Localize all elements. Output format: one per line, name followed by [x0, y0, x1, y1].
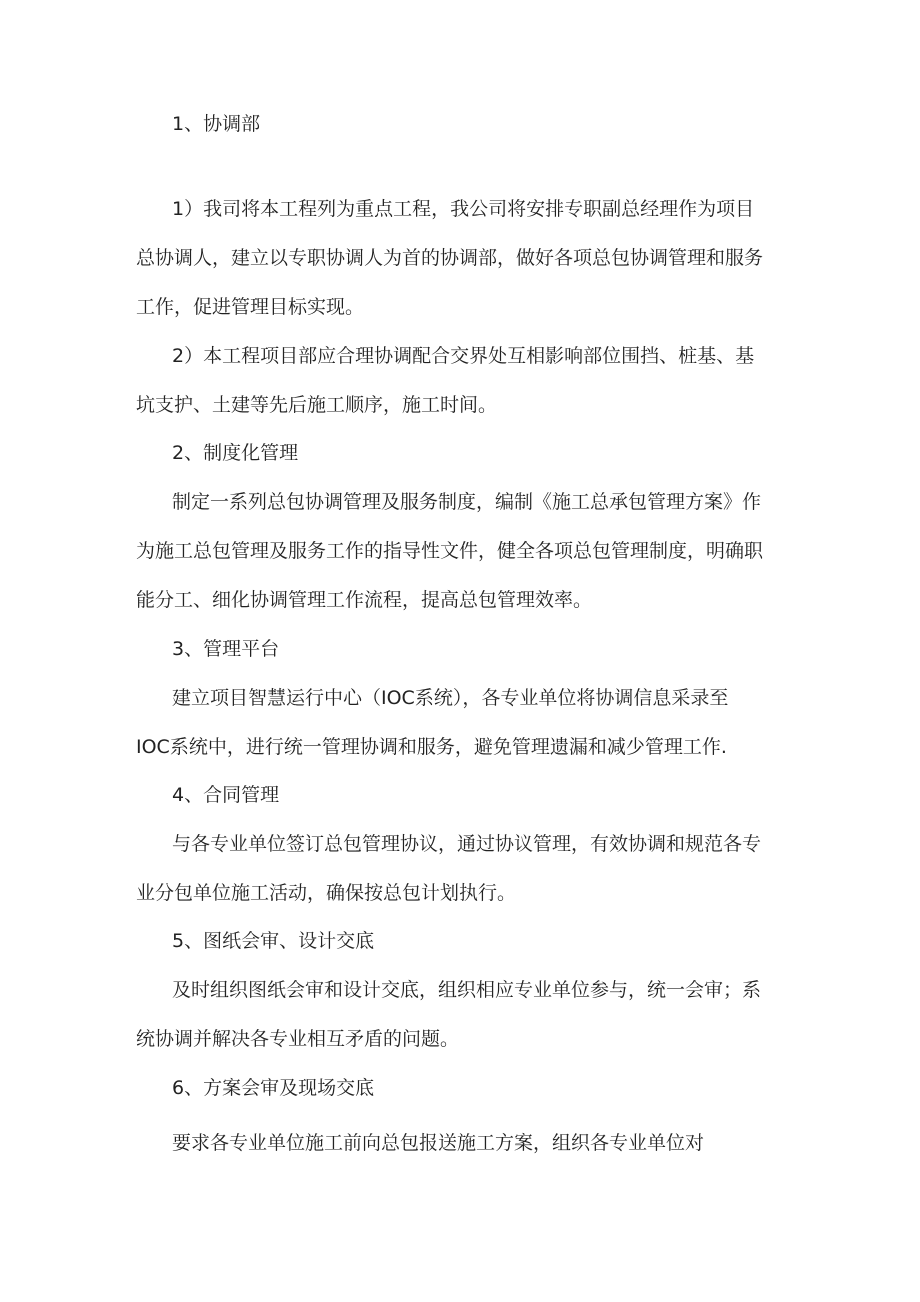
section-heading-contract-management: 4、合同管理: [172, 784, 280, 806]
paragraph-line: 建立项目智慧运行中心（IOC系统），各专业单位将协调信息采录至: [172, 687, 729, 709]
section-heading-coordination: 1、协调部: [172, 113, 261, 135]
section-heading-drawing-review: 5、图纸会审、设计交底: [172, 930, 375, 952]
paragraph-line: 2）本工程项目部应合理协调配合交界处互相影响部位围挡、桩基、基: [172, 345, 755, 367]
paragraph-line: 及时组织图纸会审和设计交底，组织相应专业单位参与，统一会审；系: [172, 979, 762, 1001]
paragraph-line: 统协调并解决各专业相互矛盾的问题。: [136, 1028, 460, 1050]
paragraph-line: 总协调人，建立以专职协调人为首的协调部，做好各项总包协调管理和服务: [136, 247, 764, 269]
paragraph-line: 业分包单位施工活动，确保按总包计划执行。: [136, 882, 517, 904]
section-heading-plan-review: 6、方案会审及现场交底: [172, 1077, 375, 1099]
paragraph-line: IOC系统中，进行统一管理协调和服务，避免管理遗漏和减少管理工作.: [136, 736, 727, 758]
paragraph-line: 为施工总包管理及服务工作的指导性文件，健全各项总包管理制度，明确职: [136, 540, 764, 562]
section-heading-management-platform: 3、管理平台: [172, 638, 280, 660]
paragraph-line: 与各专业单位签订总包管理协议，通过协议管理，有效协调和规范各专: [172, 833, 762, 855]
paragraph-line: 要求各专业单位施工前向总包报送施工方案，组织各专业单位对: [172, 1132, 705, 1154]
paragraph-line: 1）我司将本工程列为重点工程，我公司将安排专职副总经理作为项目: [172, 198, 755, 220]
paragraph-line: 制定一系列总包协调管理及服务制度，编制《施工总承包管理方案》作: [172, 491, 762, 513]
section-heading-institutional-management: 2、制度化管理: [172, 442, 299, 464]
paragraph-line: 坑支护、土建等先后施工顺序，施工时间。: [136, 394, 498, 416]
paragraph-line: 能分工、细化协调管理工作流程，提高总包管理效率。: [136, 589, 593, 611]
paragraph-line: 工作，促进管理目标实现。: [136, 296, 365, 318]
